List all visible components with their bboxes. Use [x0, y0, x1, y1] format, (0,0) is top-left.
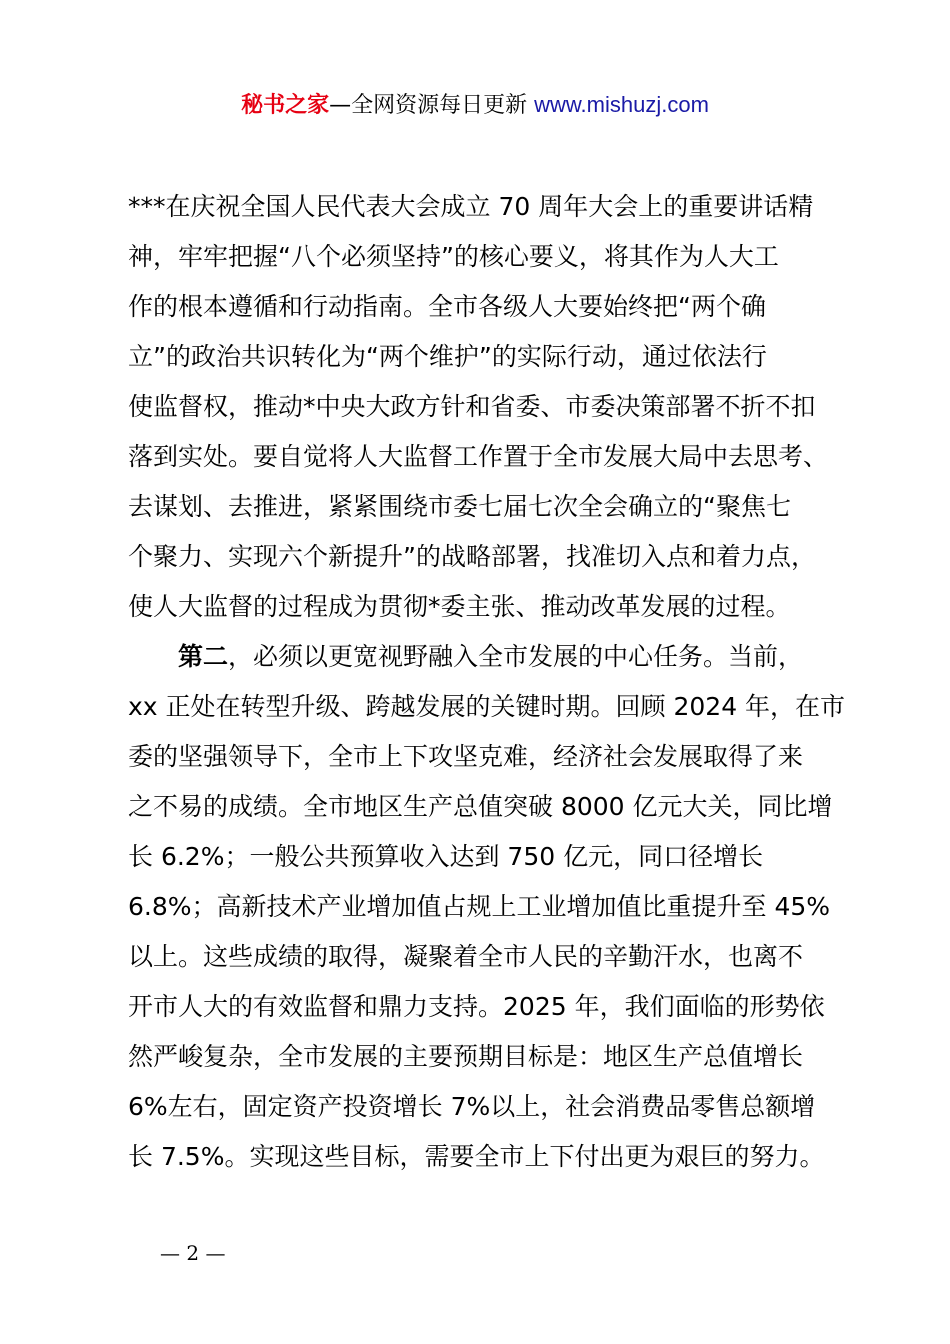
header-tagline: —全网资源每日更新 — [329, 93, 535, 118]
text-line: ***在庆祝全国人民代表大会成立 70 周年大会上的重要讲话精 — [128, 192, 814, 221]
section-lead: 第二 — [178, 642, 229, 671]
text-line: 开市人大的有效监督和鼎力支持。2025 年，我们面临的形势依 — [128, 992, 825, 1021]
page-number: — 2 — — [160, 1241, 226, 1265]
brand-name: 秘书之家 — [241, 93, 330, 118]
text-line: 使人大监督的过程成为贯彻*委主张、推动改革发展的过程。 — [128, 592, 791, 621]
text-line: 6.8%；高新技术产业增加值占规上工业增加值比重提升至 45% — [128, 892, 831, 921]
text-line: 个聚力、实现六个新提升”的战略部署，找准切入点和着力点， — [128, 542, 816, 571]
text-line: 6%左右，固定资产投资增长 7%以上，社会消费品零售总额增 — [128, 1092, 816, 1121]
site-header — [0, 88, 950, 123]
text-line-rest: ，必须以更宽视野融入全市发展的中心任务。当前， — [228, 642, 804, 671]
text-line: 长 7.5%。实现这些目标，需要全市上下付出更为艰巨的努力。 — [128, 1142, 825, 1171]
site-url-link[interactable]: www.mishuzj.com — [534, 92, 709, 117]
text-line: 委的坚强领导下，全市上下攻坚克难，经济社会发展取得了来 — [128, 742, 804, 771]
text-line: 长 6.2%；一般公共预算收入达到 750 亿元，同口径增长 — [128, 842, 764, 871]
paragraph-2 — [128, 632, 854, 1182]
text-line: 神，牢牢把握“八个必须坚持”的核心要义，将其作为人大工 — [128, 242, 779, 271]
text-line: 之不易的成绩。全市地区生产总值突破 8000 亿元大关，同比增 — [128, 792, 833, 821]
text-line: 作的根本遵循和行动指南。全市各级人大要始终把“两个确 — [128, 292, 766, 321]
text-line: 落到实处。要自觉将人大监督工作置于全市发展大局中去思考、 — [128, 442, 829, 471]
text-line: 使监督权，推动*中央大政方针和省委、市委决策部署不折不扣 — [128, 392, 816, 421]
paragraph-1 — [128, 182, 854, 632]
text-line-first — [128, 632, 854, 682]
text-line: 去谋划、去推进，紧紧围绕市委七届七次全会确立的“聚焦七 — [128, 492, 791, 521]
text-line: 以上。这些成绩的取得，凝聚着全市人民的辛勤汗水，也离不 — [128, 942, 804, 971]
document-body — [128, 182, 854, 1182]
text-line: xx 正处在转型升级、跨越发展的关键时期。回顾 2024 年，在市 — [128, 692, 846, 721]
text-line: 然严峻复杂，全市发展的主要预期目标是：地区生产总值增长 — [128, 1042, 804, 1071]
text-line: 立”的政治共识转化为“两个维护”的实际行动，通过依法行 — [128, 342, 767, 371]
